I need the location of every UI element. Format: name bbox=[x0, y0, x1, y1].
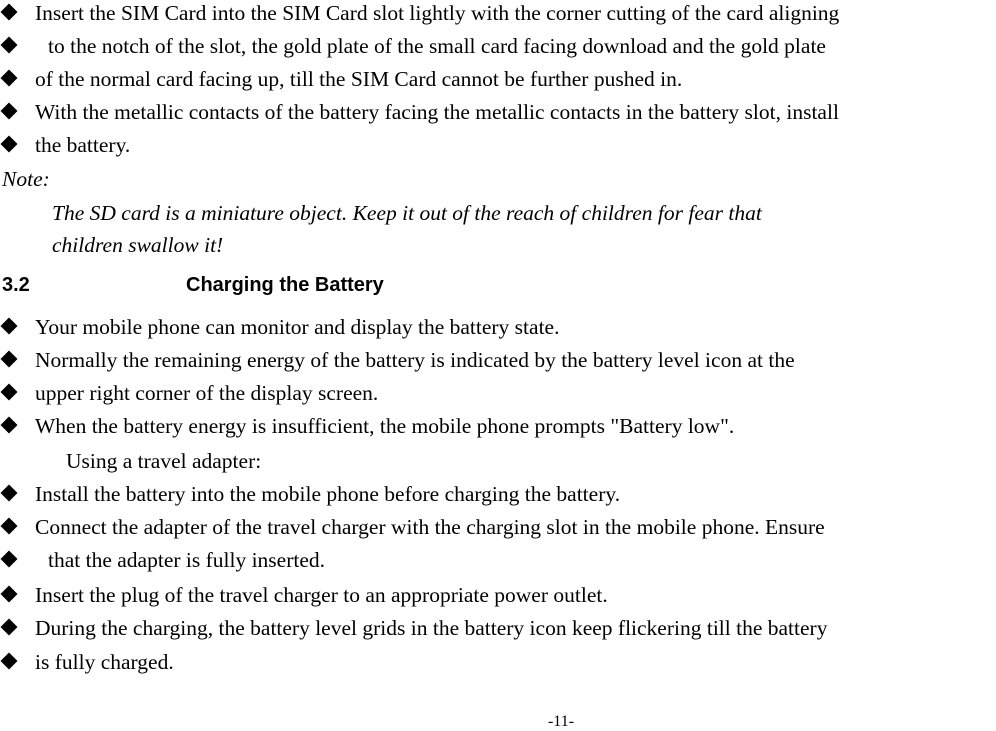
list-item-text: of the normal card facing up, till the SIM Card cannot be further pushed in. bbox=[35, 67, 683, 91]
section-title: Charging the Battery bbox=[186, 274, 384, 296]
page-number: -11- bbox=[547, 713, 575, 730]
diamond-bullet-icon bbox=[0, 481, 34, 507]
list-item-text: Normally the remaining energy of the battery is indicated by the battery level icon at the bbox=[35, 348, 795, 372]
diamond-bullet-icon bbox=[0, 380, 34, 406]
list-item-text: to the notch of the slot, the gold plate of the small card facing download and the gold plate bbox=[48, 34, 826, 58]
list-item-text: During the charging, the battery level grids in the battery icon keep flickering till the battery bbox=[35, 616, 828, 640]
list-item-text: upper right corner of the display screen. bbox=[35, 381, 379, 405]
diamond-bullet-icon bbox=[0, 0, 34, 26]
diamond-bullet-icon bbox=[0, 33, 34, 59]
note-text: The SD card is a miniature object. Keep it out of the reach of children for fear that bbox=[52, 201, 762, 225]
list-item-text: Install the battery into the mobile phone before charging the battery. bbox=[35, 482, 621, 506]
list-item-text: Insert the plug of the travel charger to an appropriate power outlet. bbox=[35, 583, 608, 607]
subheading: Using a travel adapter: bbox=[66, 449, 262, 473]
diamond-bullet-icon bbox=[0, 99, 34, 125]
diamond-bullet-icon bbox=[0, 347, 34, 373]
list-item-text: the battery. bbox=[35, 133, 131, 157]
list-item-text: With the metallic contacts of the battery facing the metallic contacts in the battery slot, install bbox=[35, 100, 839, 124]
note-label: Note: bbox=[2, 167, 50, 191]
diamond-bullet-icon bbox=[0, 547, 34, 573]
diamond-bullet-icon bbox=[0, 514, 34, 540]
diamond-bullet-icon bbox=[0, 66, 34, 92]
diamond-bullet-icon bbox=[0, 649, 34, 675]
note-text: children swallow it! bbox=[52, 233, 224, 257]
list-item-text: Connect the adapter of the travel charger with the charging slot in the mobile phone. Ensure bbox=[35, 515, 825, 539]
diamond-bullet-icon bbox=[0, 132, 34, 158]
list-item-text: Insert the SIM Card into the SIM Card slot lightly with the corner cutting of the card aligning bbox=[35, 1, 840, 25]
list-item-text: that the adapter is fully inserted. bbox=[48, 548, 326, 572]
list-item-text: When the battery energy is insufficient, the mobile phone prompts "Battery low". bbox=[35, 414, 735, 438]
diamond-bullet-icon bbox=[0, 413, 34, 439]
diamond-bullet-icon bbox=[0, 615, 34, 641]
list-item-text: is fully charged. bbox=[35, 650, 174, 674]
list-item-text: Your mobile phone can monitor and display the battery state. bbox=[35, 315, 560, 339]
diamond-bullet-icon bbox=[0, 582, 34, 608]
diamond-bullet-icon bbox=[0, 314, 34, 340]
section-number: 3.2 bbox=[2, 274, 30, 296]
